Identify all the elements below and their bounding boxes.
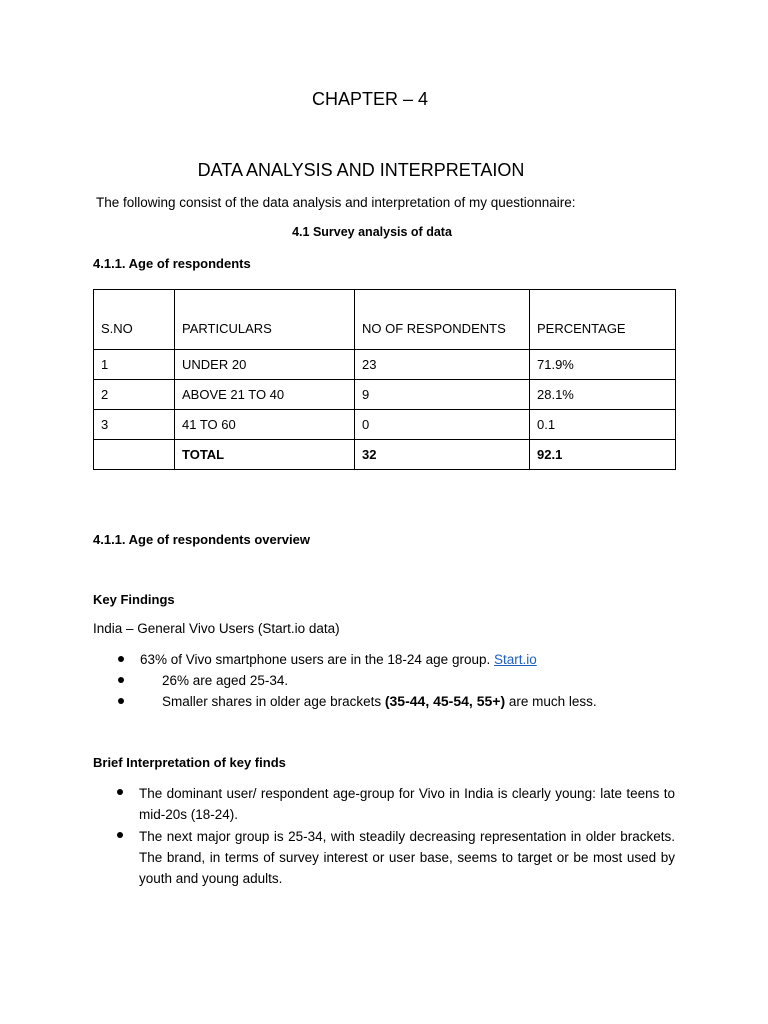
table-header-cell: NO OF RESPONDENTS bbox=[355, 290, 530, 350]
table-header-cell: S.NO bbox=[94, 290, 175, 350]
table-header-row bbox=[94, 290, 676, 350]
key-findings-list bbox=[140, 649, 597, 712]
table-cell: UNDER 20 bbox=[175, 350, 355, 380]
bullet-icon bbox=[118, 656, 124, 662]
key-findings-heading: Key Findings bbox=[93, 592, 175, 607]
table-cell: 41 TO 60 bbox=[175, 410, 355, 440]
intro-paragraph: The following consist of the data analysis and interpretation of my questionnaire: bbox=[96, 195, 576, 210]
finding-text: 26% are aged 25-34. bbox=[162, 673, 289, 688]
age-brackets-bold: (35-44, 45-54, 55+) bbox=[384, 693, 506, 709]
list-item bbox=[140, 649, 597, 670]
interpretation-list bbox=[139, 783, 675, 890]
finding-text: 63% of Vivo smartphone users are in the 18-24 age group. bbox=[140, 652, 491, 667]
age-heading: 4.1.1. Age of respondents bbox=[93, 256, 251, 271]
table-row bbox=[94, 410, 676, 440]
finding-text-post: are much less. bbox=[505, 694, 597, 709]
table-total-row bbox=[94, 440, 676, 470]
table-cell: 28.1% bbox=[530, 380, 676, 410]
finding-text-pre: Smaller shares in older age brackets bbox=[162, 694, 385, 709]
brief-interpretation-heading: Brief Interpretation of key finds bbox=[93, 755, 286, 770]
interpretation-text: The dominant user/ respondent age-group for Vivo in India is clearly young: late teens to mid-20s (18-24). bbox=[139, 786, 675, 822]
table-header-cell: PARTICULARS bbox=[175, 290, 355, 350]
table-row bbox=[94, 380, 676, 410]
table-cell: ABOVE 21 TO 40 bbox=[175, 380, 355, 410]
bullet-icon bbox=[118, 698, 124, 704]
start-io-link[interactable]: Start.io bbox=[494, 652, 537, 667]
interpretation-text: The next major group is 25-34, with steadily decreasing representation in older brackets. The brand, in terms of survey interest or user base, seems to target or be most used by youth and young adults. bbox=[139, 829, 675, 886]
table-cell: 2 bbox=[94, 380, 175, 410]
table-cell: 23 bbox=[355, 350, 530, 380]
table-cell: 9 bbox=[355, 380, 530, 410]
finding-text bbox=[140, 694, 597, 709]
table-cell: TOTAL bbox=[175, 440, 355, 470]
list-item bbox=[140, 670, 597, 691]
list-item bbox=[139, 826, 675, 889]
table-cell: 32 bbox=[355, 440, 530, 470]
table-cell: 71.9% bbox=[530, 350, 676, 380]
age-table bbox=[93, 289, 676, 470]
bullet-icon bbox=[117, 832, 123, 838]
table-cell bbox=[94, 440, 175, 470]
list-item bbox=[140, 691, 597, 712]
survey-heading: 4.1 Survey analysis of data bbox=[292, 225, 452, 239]
chapter-number: CHAPTER – 4 bbox=[311, 89, 429, 109]
table-cell: 1 bbox=[94, 350, 175, 380]
table-header-cell: PERCENTAGE bbox=[530, 290, 676, 350]
table-cell: 92.1 bbox=[530, 440, 676, 470]
page-title: DATA ANALYSIS AND INTERPRETAION bbox=[197, 160, 525, 180]
list-item bbox=[139, 783, 675, 825]
table-cell: 3 bbox=[94, 410, 175, 440]
table-row bbox=[94, 350, 676, 380]
table-cell: 0.1 bbox=[530, 410, 676, 440]
bullet-icon bbox=[118, 677, 124, 683]
overview-heading: 4.1.1. Age of respondents overview bbox=[93, 532, 310, 547]
bullet-icon bbox=[117, 789, 123, 795]
table-cell: 0 bbox=[355, 410, 530, 440]
india-line: India – General Vivo Users (Start.io data) bbox=[93, 621, 340, 636]
